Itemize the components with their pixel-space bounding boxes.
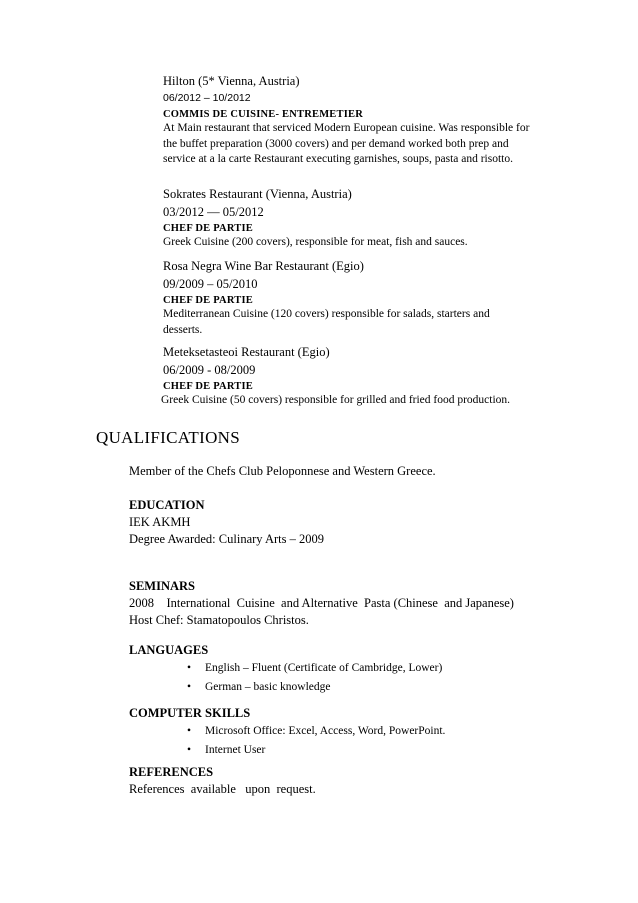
- experience-entry-sokrates: [163, 186, 563, 251]
- education-school: IEK AKMH: [129, 515, 191, 529]
- skill-item: • Internet User: [129, 741, 445, 760]
- job-description-line: the buffet preparation (3000 covers) and per demand worked both prep and: [163, 137, 509, 150]
- skill-item: • Microsoft Office: Excel, Access, Word, PowerPoint.: [129, 722, 445, 741]
- job-role: CHEF DE PARTIE: [163, 381, 253, 392]
- job-role: CHEF DE PARTIE: [163, 223, 253, 234]
- section-heading-education: EDUCATION: [129, 498, 205, 512]
- seminar-line: 2008 International Cuisine and Alternative Pasta (Chinese and Japanese): [129, 596, 514, 610]
- languages-section: [129, 642, 442, 697]
- employer-name: Rosa Negra Wine Bar Restaurant (Egio): [163, 259, 364, 273]
- job-role: COMMIS DE CUISINE- ENTREMETIER: [163, 109, 363, 120]
- references-section: [129, 764, 316, 798]
- job-description-line: Greek Cuisine (200 covers), responsible for meat, fish and sauces.: [163, 236, 468, 248]
- job-description-line: Mediterranean Cuisine (120 covers) responsible for salads, starters and: [163, 308, 490, 320]
- section-heading-computer-skills: COMPUTER SKILLS: [129, 706, 251, 720]
- computer-skills-section: [129, 705, 445, 760]
- employment-dates: 03/2012 — 05/2012: [163, 205, 264, 219]
- job-description-line: At Main restaurant that serviced Modern European cuisine. Was responsible for: [163, 122, 530, 134]
- computer-skills-list: [129, 722, 445, 760]
- experience-entry-hilton: [163, 73, 563, 168]
- seminar-host: Host Chef: Stamatopoulos Christos.: [129, 613, 309, 627]
- employer-name: Hilton (5* Vienna, Austria): [163, 74, 300, 88]
- employer-name: Sokrates Restaurant (Vienna, Austria): [163, 187, 352, 201]
- language-item: • English – Fluent (Certificate of Cambridge, Lower): [129, 659, 442, 678]
- experience-entry-rosa-negra: [163, 258, 563, 338]
- job-description-line: service at a la carte Restaurant executing garnishes, soups, pasta and risotto.: [163, 153, 513, 165]
- job-role: CHEF DE PARTIE: [163, 295, 253, 306]
- membership-text: Member of the Chefs Club Peloponnese and Western Greece.: [129, 464, 436, 478]
- language-item: • German – basic knowledge: [129, 678, 442, 697]
- section-title-qualifications: QUALIFICATIONS: [96, 428, 240, 447]
- job-description-line: Greek Cuisine (50 covers) responsible for grilled and fried food production.: [161, 394, 511, 406]
- section-heading-references: REFERENCES: [129, 765, 214, 779]
- employment-dates: 09/2009 – 05/2010: [163, 277, 258, 291]
- education-degree: Degree Awarded: Culinary Arts – 2009: [129, 532, 324, 546]
- employment-dates: 06/2009 - 08/2009: [163, 363, 256, 377]
- seminars-section: [129, 578, 514, 629]
- references-text: References available upon request.: [129, 782, 316, 796]
- employment-dates: 06/2012 – 10/2012: [163, 92, 251, 104]
- languages-list: [129, 659, 442, 697]
- section-heading-languages: LANGUAGES: [129, 643, 209, 657]
- employer-name: Meteksetasteoi Restaurant (Egio): [163, 345, 330, 359]
- experience-entry-meteksetasteoi: [163, 344, 563, 409]
- section-heading-seminars: SEMINARS: [129, 579, 195, 593]
- job-description-line: desserts.: [163, 323, 203, 336]
- education-section: [129, 497, 324, 548]
